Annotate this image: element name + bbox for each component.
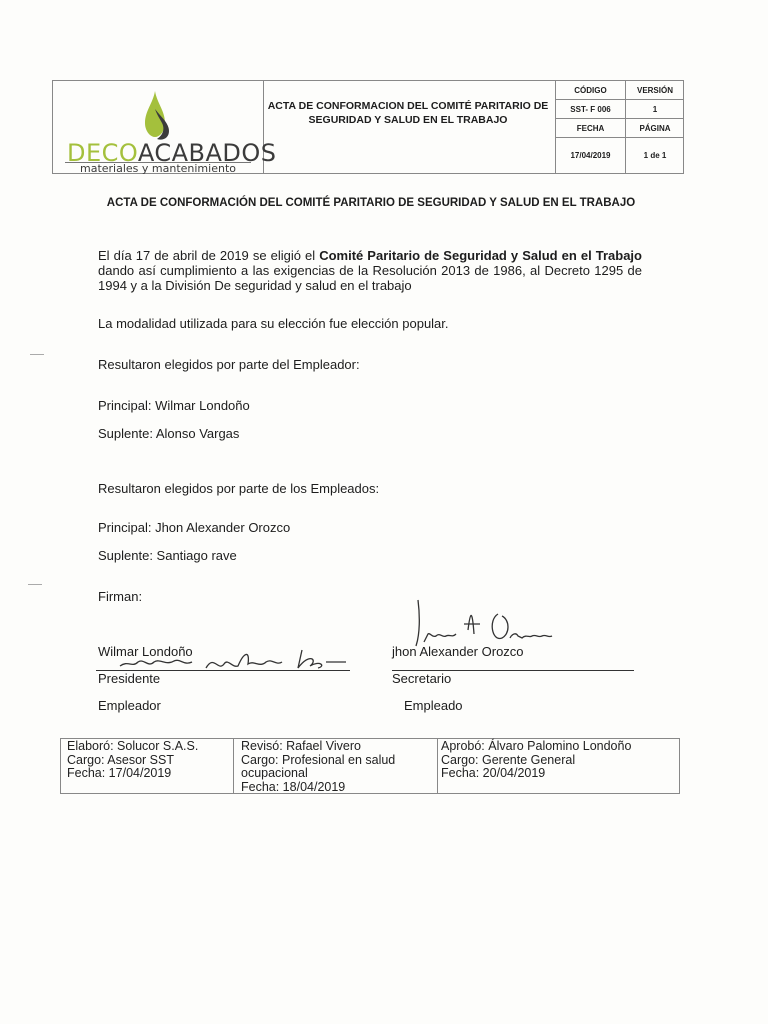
approved-cell: [441, 740, 631, 781]
page-value: 1 de 1: [643, 151, 667, 160]
prepared-role: Cargo: Asesor SST: [67, 752, 174, 767]
reviewed-cell: [241, 740, 395, 794]
right-signer-role: Secretario: [392, 671, 452, 686]
employees-heading: Resultaron elegidos por parte de los Empleados:: [98, 481, 380, 496]
reviewed-date: Fecha: 18/04/2019: [241, 779, 346, 794]
employer-heading: Resultaron elegidos por parte del Empleador:: [98, 357, 360, 372]
approval-table: [60, 738, 680, 794]
code-label: CÓDIGO: [574, 86, 607, 95]
employer-principal: Principal: Wilmar Londoño: [98, 398, 250, 413]
prepared-date: Fecha: 17/04/2019: [67, 766, 172, 780]
divider: [233, 739, 234, 793]
employer-suplente: Suplente: Alonso Vargas: [98, 426, 240, 441]
logo-tagline: materiales y mantenimiento: [65, 162, 251, 174]
right-signer-party: Empleado: [404, 698, 463, 713]
divider: [555, 118, 683, 119]
intro-paragraph: El día 17 de abril de 2019 se eligió el Comité Paritario de Seguridad y Salud en el Trabajo dando así cumplimiento a las exigencias de la Resolución 2013 de 1986, al Decreto 1295 de 1994 y a la División De seguridad y salud en el trabajo: [98, 248, 642, 293]
reviewed-role-cont: ocupacional: [241, 766, 308, 780]
right-signer-name: jhon Alexander Orozco: [392, 644, 524, 659]
prepared-by: Elaboró: Solucor S.A.S.: [67, 739, 199, 753]
date-label: FECHA: [576, 124, 605, 133]
reviewed-role: Cargo: Profesional en salud: [241, 752, 396, 767]
modality-text: La modalidad utilizada para su elección fue elección popular.: [98, 316, 449, 331]
scan-mark: [28, 584, 42, 585]
sign-label: Firman:: [98, 589, 143, 604]
header-doc-title: ACTA DE CONFORMACION DEL COMITÉ PARITARIO DE SEGURIDAD Y SALUD EN EL TRABAJO: [267, 100, 549, 126]
approved-by: Aprobó: Álvaro Palomino Londoño: [441, 739, 632, 753]
approved-role: Cargo: Gerente General: [441, 752, 576, 767]
reviewed-by: Revisó: Rafael Vivero: [241, 739, 361, 753]
version-label: VERSIÓN: [636, 86, 673, 95]
code-value: SST- F 006: [570, 105, 611, 114]
employees-principal: Principal: Jhon Alexander Orozco: [98, 520, 291, 535]
divider: [555, 99, 683, 100]
drop-logo-icon: [135, 89, 175, 143]
date-value: 17/04/2019: [570, 151, 611, 160]
prepared-cell: [67, 740, 198, 781]
approved-date: Fecha: 20/04/2019: [441, 766, 546, 780]
employees-suplente: Suplente: Santiago rave: [98, 548, 237, 563]
page-title: ACTA DE CONFORMACIÓN DEL COMITÉ PARITARIO DE SEGURIDAD Y SALUD EN EL TRABAJO: [106, 197, 636, 209]
left-signer-role: Presidente: [98, 671, 161, 686]
divider: [437, 739, 438, 793]
left-signer-party: Empleador: [98, 698, 161, 713]
page-label: PÁGINA: [639, 124, 671, 133]
divider: [555, 137, 683, 138]
logo-wordmark: DECOACABADOS: [67, 139, 277, 167]
scan-mark: [30, 354, 44, 355]
document-header: [52, 80, 684, 174]
left-signer-name: Wilmar Londoño: [98, 644, 193, 659]
version-value: 1: [652, 105, 658, 114]
